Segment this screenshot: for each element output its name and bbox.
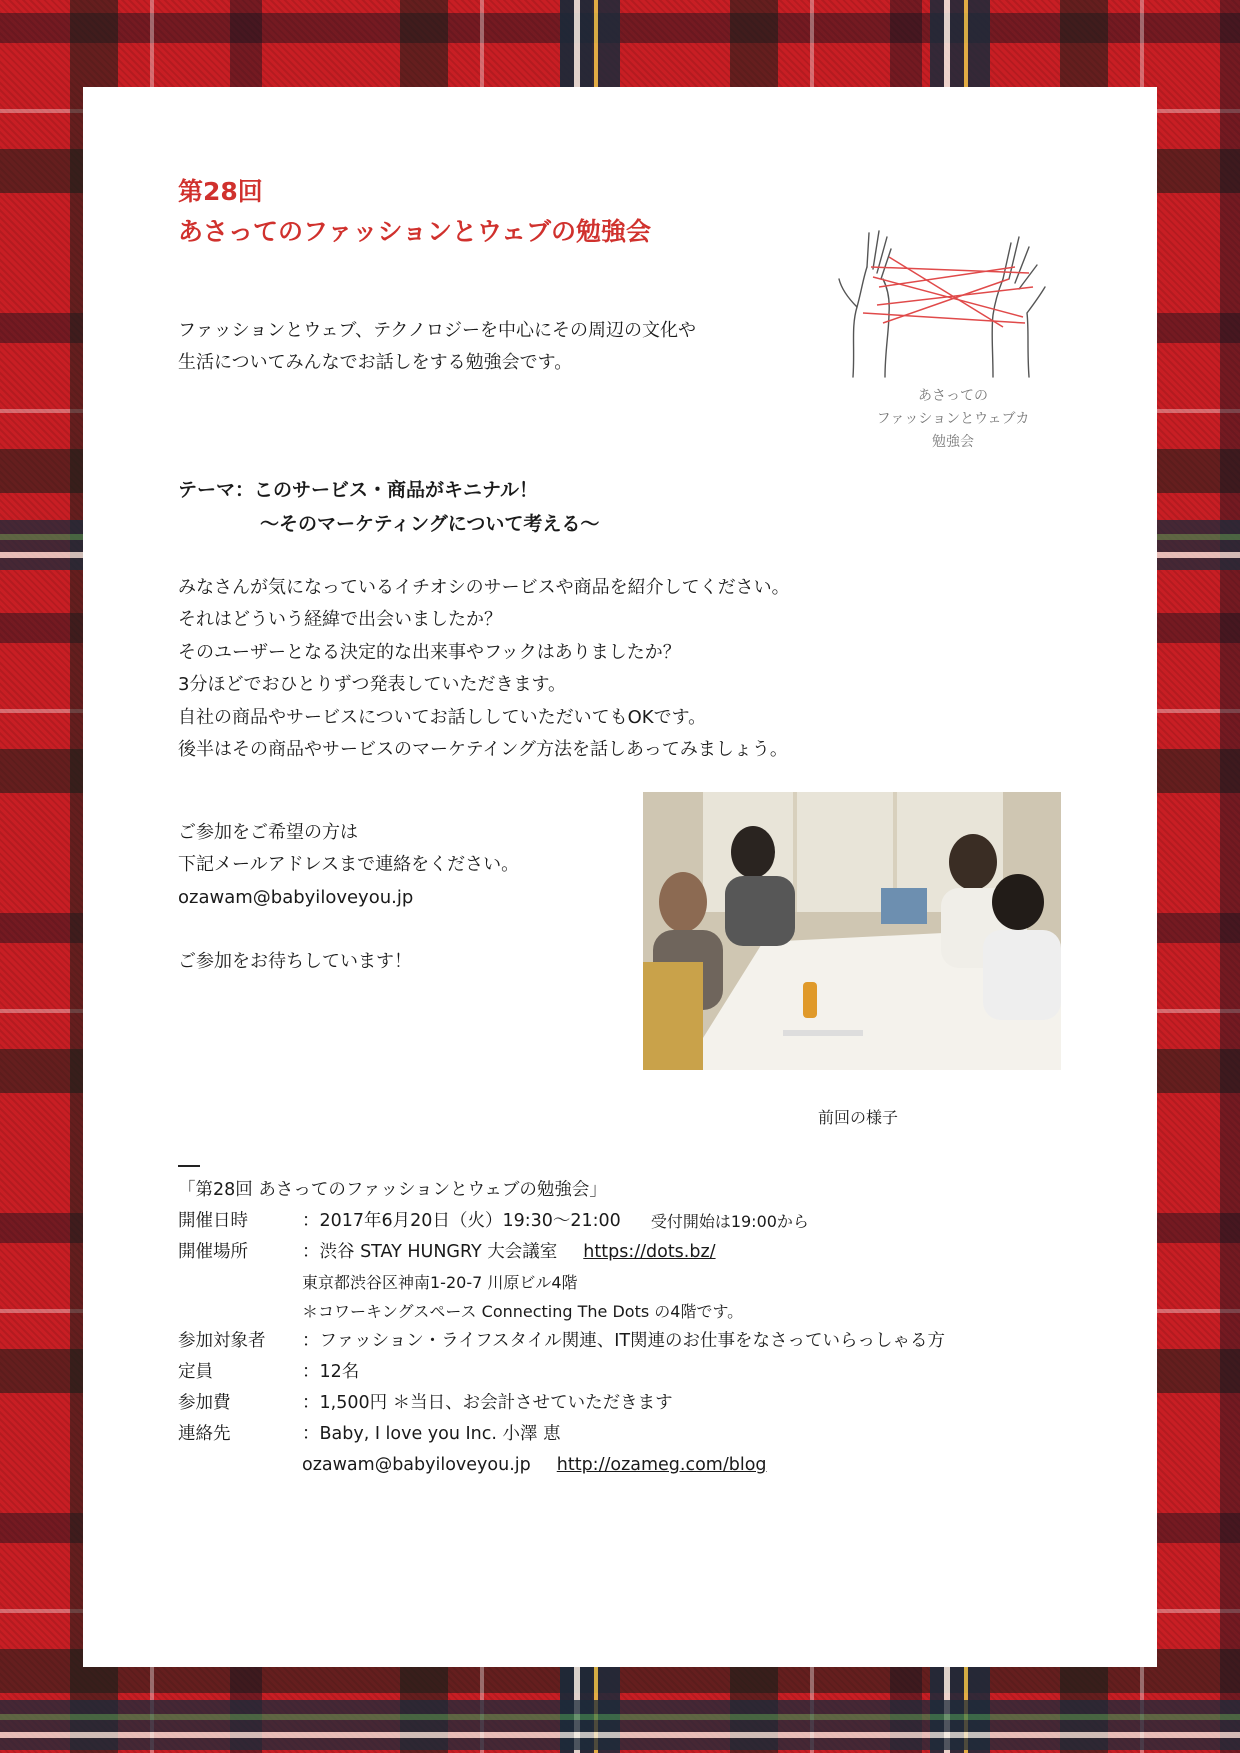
logo-line: 勉強会: [932, 434, 974, 450]
date-value: ：2017年6月20日（火）19:30〜21:00: [302, 1211, 621, 1231]
meeting-photo-illustration: [643, 792, 1061, 1070]
organizer-value: ：Baby, I love you Inc. 小澤 恵: [302, 1424, 561, 1444]
previous-meeting-photo: [643, 792, 1061, 1070]
description-line: 自社の商品やサービスについてお話ししていただいてもOKです。: [178, 706, 707, 728]
place-label: 開催場所: [178, 1242, 248, 1262]
target-label: 参加対象者: [178, 1331, 266, 1351]
address-note: ＊コワーキングスペース Connecting The Dots の4階です。: [302, 1302, 744, 1321]
target-row: [178, 1326, 1118, 1357]
contact-line: 下記メールアドレスまで連絡をください。: [178, 854, 520, 876]
logo-text: [833, 385, 1073, 454]
place-value: ：渋谷 STAY HUNGRY 大会議室: [302, 1242, 558, 1262]
tartan-stripe: [0, 1700, 1240, 1750]
hands-string-icon: [833, 227, 1073, 387]
event-name-line: 「第28回 あさってのファッションとウェブの勉強会」: [178, 1180, 607, 1200]
organizer-contact-row: [178, 1450, 1118, 1481]
fee-label: 参加費: [178, 1393, 231, 1413]
intro-line: 生活についてみんなでお話しをする勉強会です。: [178, 352, 573, 373]
intro-line: ファッションとウェブ、テクノロジーを中心にその周辺の文化や: [178, 320, 697, 341]
fee-value: ：1,500円 ＊当日、お会計させていただきます: [302, 1393, 673, 1413]
description-line: 後半はその商品やサービスのマーケテイング方法を話しあってみましょう。: [178, 739, 788, 761]
event-title: [178, 172, 651, 252]
event-name: あさってのファッションとウェブの勉強会: [178, 217, 652, 246]
target-value: ：ファッション・ライフスタイル関連、IT関連のお仕事をなさっていらっしゃる方: [302, 1331, 946, 1351]
organizer-email[interactable]: ozawam@babyiloveyou.jp: [302, 1455, 531, 1475]
capacity-label: 定員: [178, 1362, 213, 1382]
contact-line: ご参加をご希望の方は: [178, 822, 358, 843]
capacity-row: [178, 1357, 1118, 1388]
date-row: [178, 1206, 1118, 1237]
date-note: 受付開始は19:00から: [650, 1212, 809, 1231]
description-line: みなさんが気になっているイチオシのサービスや商品を紹介してください。: [178, 577, 790, 598]
divider: [178, 1165, 200, 1167]
organizer-blog-link[interactable]: http://ozameg.com/blog: [556, 1455, 767, 1475]
contact-email[interactable]: ozawam@babyiloveyou.jp: [178, 886, 414, 908]
description-line: それはどういう経緯で出会いましたか？: [178, 609, 502, 631]
date-label: 開催日時: [178, 1211, 248, 1231]
flyer-page: [83, 87, 1157, 1667]
theme-subline: 〜そのマーケティングについて考える〜: [260, 513, 600, 535]
theme-heading: [178, 473, 599, 541]
address-line: 東京都渋谷区神南1-20-7 川原ビル4階: [302, 1273, 578, 1292]
event-number: 第28回: [178, 177, 263, 206]
intro-text: [178, 315, 798, 379]
contact-block: [178, 817, 618, 979]
description-line: そのユーザーとなる決定的な出来事やフックはありましたか？: [178, 641, 681, 663]
photo-caption: 前回の様子: [818, 1108, 899, 1127]
logo-line: ファッションとウェブカ: [876, 411, 1030, 427]
organizer-row: [178, 1419, 1118, 1450]
place-row: [178, 1237, 1118, 1268]
logo-line: あさっての: [918, 388, 988, 404]
organizer-label: 連絡先: [178, 1424, 231, 1444]
capacity-value: ：12名: [302, 1362, 360, 1382]
theme-line: テーマ：このサービス・商品がキニナル！: [178, 479, 539, 501]
cats-cradle-logo: [833, 227, 1093, 457]
fee-row: [178, 1388, 1118, 1419]
description: [178, 572, 1078, 766]
venue-link[interactable]: https://dots.bz/: [583, 1242, 716, 1262]
closing-text: ご参加をお待ちしています！: [178, 951, 412, 973]
event-details: [178, 1165, 1118, 1481]
description-line: 3分ほどでおひとりずつ発表していただきます。: [178, 674, 567, 696]
